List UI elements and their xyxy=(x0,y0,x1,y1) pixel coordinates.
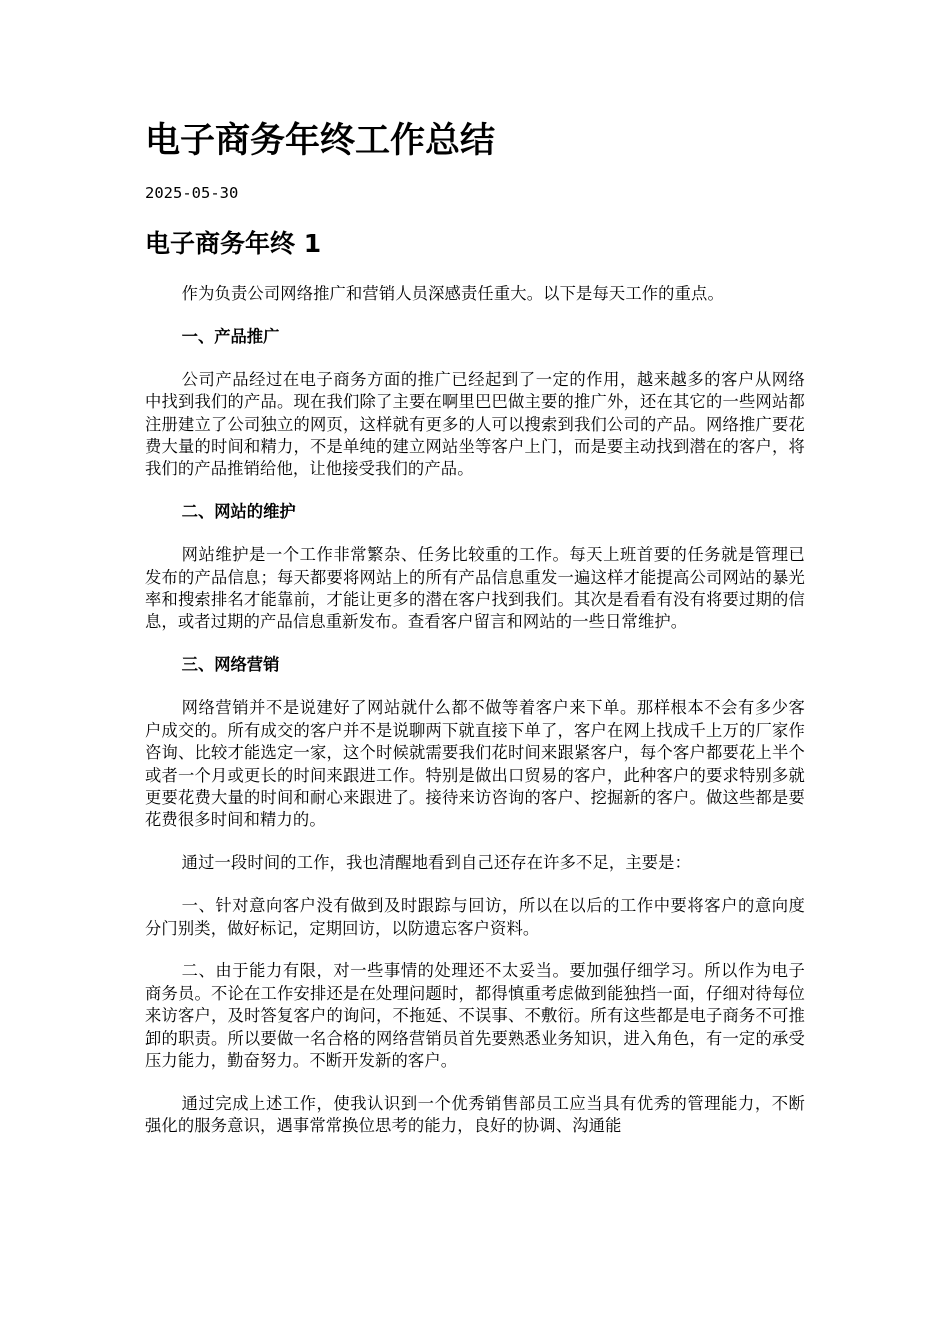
paragraph: 通过完成上述工作，使我认识到一个优秀销售部员工应当具有优秀的管理能力，不断强化的服务意识，遇事常常换位思考的能力，良好的协调、沟通能 xyxy=(145,1093,805,1136)
document-body xyxy=(145,283,805,1158)
paragraph: 公司产品经过在电子商务方面的推广已经起到了一定的作用，越来越多的客户从网络中找到我们的产品。现在我们除了主要在啊里巴巴做主要的推广外，还在其它的一些网站都注册建立了公司独立的网页，这样就有更多的人可以搜索到我们公司的产品。网络推广要花费大量的时间和精力，不是单纯的建立网站坐等客户上门，而是要主动找到潜在的客户，将我们的产品推销给他，让他接受我们的产品。 xyxy=(145,369,805,479)
subheading: 二、网站的维护 xyxy=(181,502,296,522)
subheading: 一、产品推广 xyxy=(181,326,280,346)
paragraph: 通过一段时间的工作，我也清醒地看到自己还存在许多不足，主要是： xyxy=(181,853,692,873)
paragraph: 二、由于能力有限，对一些事情的处理还不太妥当。要加强仔细学习。所以作为电子商务员。不论在工作安排还是在处理问题时，都得慎重考虑做到能独挡一面，仔细对待每位来访客户，及时答复客户的询问，不拖延、不误事、不敷衍。所有这些都是电子商务不可推卸的职责。所以要做一名合格的网络营销员首先要熟悉业务知识，进入角色，有一定的承受压力能力，勤奋努力。不断开发新的客户。 xyxy=(145,961,805,1071)
document-date: 2025-05-30 xyxy=(145,184,239,202)
subheading: 三、网络营销 xyxy=(181,655,280,675)
paragraph: 一、针对意向客户没有做到及时跟踪与回访，所以在以后的工作中要将客户的意向度分门别类，做好标记，定期回访，以防遗忘客户资料。 xyxy=(145,896,805,938)
section-title: 电子商务年终 1 xyxy=(145,229,322,258)
paragraph: 作为负责公司网络推广和营销人员深感责任重大。以下是每天工作的重点。 xyxy=(181,284,724,303)
document-title: 电子商务年终工作总结 xyxy=(145,121,496,161)
paragraph: 网络营销并不是说建好了网站就什么都不做等着客户来下单。那样根本不会有多少客户成交的。所有成交的客户并不是说聊两下就直接下单了，客户在网上找成千上万的厂家作咨询、比较才能选定一家，这个时候就需要我们花时间来跟紧客户，每个客户都要花上半个或者一个月或更长的时间来跟进工作。特别是做出口贸易的客户，此种客户的要求特别多就更要花费大量的时间和耐心来跟进了。接待来访咨询的客户、挖掘新的客户。做这些都是要花费很多时间和精力的。 xyxy=(145,698,805,830)
paragraph: 网站维护是一个工作非常繁杂、任务比较重的工作。每天上班首要的任务就是管理已发布的产品信息；每天都要将网站上的所有产品信息重发一遍这样才能提高公司网站的暴光率和搜索排名才能靠前，才能让更多的潜在客户找到我们。其次是看看有没有将要过期的信息，或者过期的产品信息重新发布。查看客户留言和网站的一些日常维护。 xyxy=(145,545,805,632)
